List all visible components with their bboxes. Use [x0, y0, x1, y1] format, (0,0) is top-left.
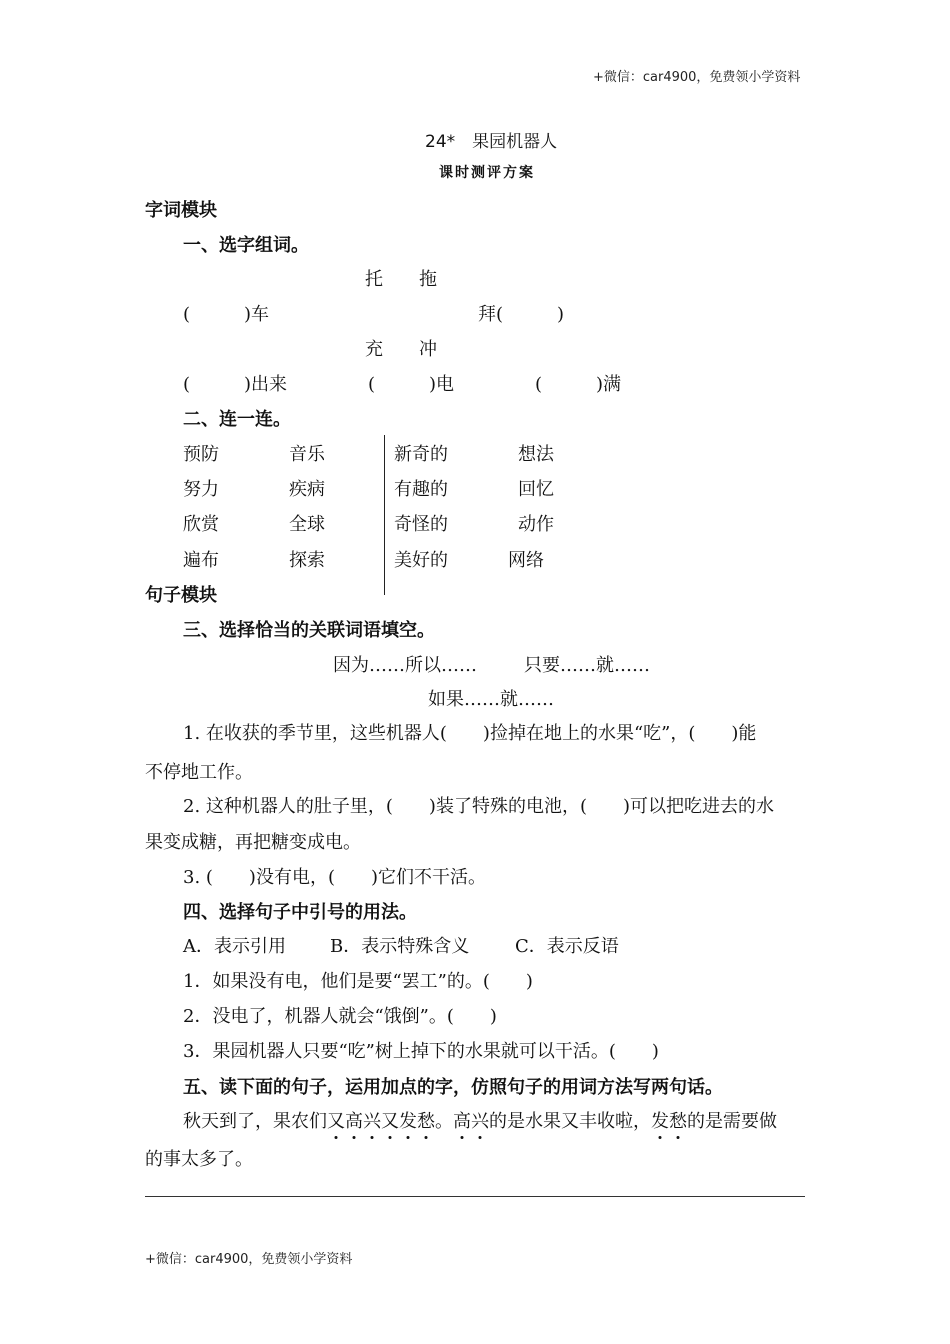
- q1-item-4: ( )电: [368, 374, 455, 395]
- match-left-a-3: 欣赏: [183, 514, 219, 535]
- q5-dotted-char-2: 高: [345, 1107, 363, 1133]
- section-sentence-heading: 句子模块: [145, 585, 217, 606]
- q1-item-2: 拜( ): [478, 304, 565, 325]
- q1-char-pair-2: 充 冲: [365, 339, 437, 360]
- match-right-b-1: 想法: [518, 444, 554, 465]
- answer-line[interactable]: [145, 1196, 805, 1197]
- q2-heading: 二、连一连。: [183, 409, 291, 430]
- q3-option-1: 因为……所以……: [333, 655, 477, 676]
- q1-heading: 一、选字组词。: [183, 235, 309, 256]
- match-right-b-4: 网络: [508, 550, 544, 571]
- page-title: 24* 果园机器人: [425, 132, 558, 152]
- q3-sentence-1-line-1: 1. 在收获的季节里，这些机器人( )捡掉在地上的水果“吃”，( )能: [183, 723, 757, 744]
- match-left-b-3: 全球: [289, 514, 325, 535]
- match-left-b-1: 音乐: [289, 444, 325, 465]
- page-subtitle: 课时测评方案: [439, 165, 535, 181]
- q3-heading: 三、选择恰当的关联词语填空。: [183, 620, 435, 641]
- q4-sentence-2: 2．没电了，机器人就会“饿倒”。( ): [183, 1006, 497, 1027]
- header-note: +微信：car4900，免费领小学资料: [593, 70, 801, 85]
- q3-sentence-2-line-1: 2. 这种机器人的肚子里，( )装了特殊的电池，( )可以把吃进去的水: [183, 796, 774, 817]
- match-right-a-4: 美好的: [394, 550, 448, 571]
- q4-sentence-3: 3．果园机器人只要“吃”树上掉下的水果就可以干活。( ): [183, 1041, 659, 1062]
- q5-dotted-char-8: 兴: [471, 1107, 489, 1133]
- q4-heading: 四、选择句子中引号的用法。: [183, 902, 417, 923]
- q5-dotted-char-5: 发: [399, 1107, 417, 1133]
- q5-text-2: 。: [435, 1111, 453, 1132]
- match-left-b-4: 探索: [289, 550, 325, 571]
- match-right-a-2: 有趣的: [394, 479, 448, 500]
- q3-sentence-2-line-2: 果变成糖，再把糖变成电。: [145, 832, 361, 853]
- q1-item-5: ( )满: [535, 374, 622, 395]
- q4-option-c: C．表示反语: [515, 936, 619, 957]
- q3-sentence-3: 3. ( )没有电，( )它们不干活。: [183, 867, 486, 888]
- q5-dotted-char-6: 愁: [417, 1107, 435, 1133]
- q5-example-line-1: [183, 1107, 777, 1133]
- q4-sentence-1: 1．如果没有电，他们是要“罢工”的。( ): [183, 971, 533, 992]
- q3-sentence-1-line-2: 不停地工作。: [145, 762, 253, 783]
- q1-char-pair-1: 托 拖: [365, 269, 437, 290]
- q5-dotted-char-10: 愁: [669, 1107, 687, 1133]
- footer-note: +微信：car4900，免费领小学资料: [145, 1252, 353, 1267]
- q5-dotted-char-3: 兴: [363, 1107, 381, 1133]
- match-right-a-3: 奇怪的: [394, 514, 448, 535]
- q1-item-3: ( )出来: [183, 374, 288, 395]
- q4-option-a: A．表示引用: [183, 936, 286, 957]
- q5-dotted-char-9: 发: [651, 1107, 669, 1133]
- match-right-b-2: 回忆: [518, 479, 554, 500]
- match-divider: [384, 435, 385, 595]
- q1-item-1: ( )车: [183, 304, 270, 325]
- match-left-a-4: 遍布: [183, 550, 219, 571]
- q5-dotted-char-4: 又: [381, 1107, 399, 1133]
- q3-option-3: 如果……就……: [428, 689, 554, 710]
- q5-heading: 五、读下面的句子，运用加点的字，仿照句子的用词方法写两句话。: [183, 1077, 723, 1098]
- q3-option-2: 只要……就……: [524, 655, 650, 676]
- match-left-b-2: 疾病: [289, 479, 325, 500]
- match-left-a-2: 努力: [183, 479, 219, 500]
- section-word-heading: 字词模块: [145, 200, 217, 221]
- q5-text-3: 的是水果又丰收啦，: [489, 1111, 651, 1132]
- q5-dotted-char-7: 高: [453, 1107, 471, 1133]
- q4-option-b: B．表示特殊含义: [330, 936, 470, 957]
- match-right-a-1: 新奇的: [394, 444, 448, 465]
- q5-example-line-2: 的事太多了。: [145, 1149, 253, 1170]
- match-left-a-1: 预防: [183, 444, 219, 465]
- q5-text-1: 秋天到了，果农们: [183, 1111, 327, 1132]
- q5-text-4: 的是需要做: [687, 1111, 777, 1132]
- q5-dotted-char-1: 又: [327, 1107, 345, 1133]
- match-right-b-3: 动作: [518, 514, 554, 535]
